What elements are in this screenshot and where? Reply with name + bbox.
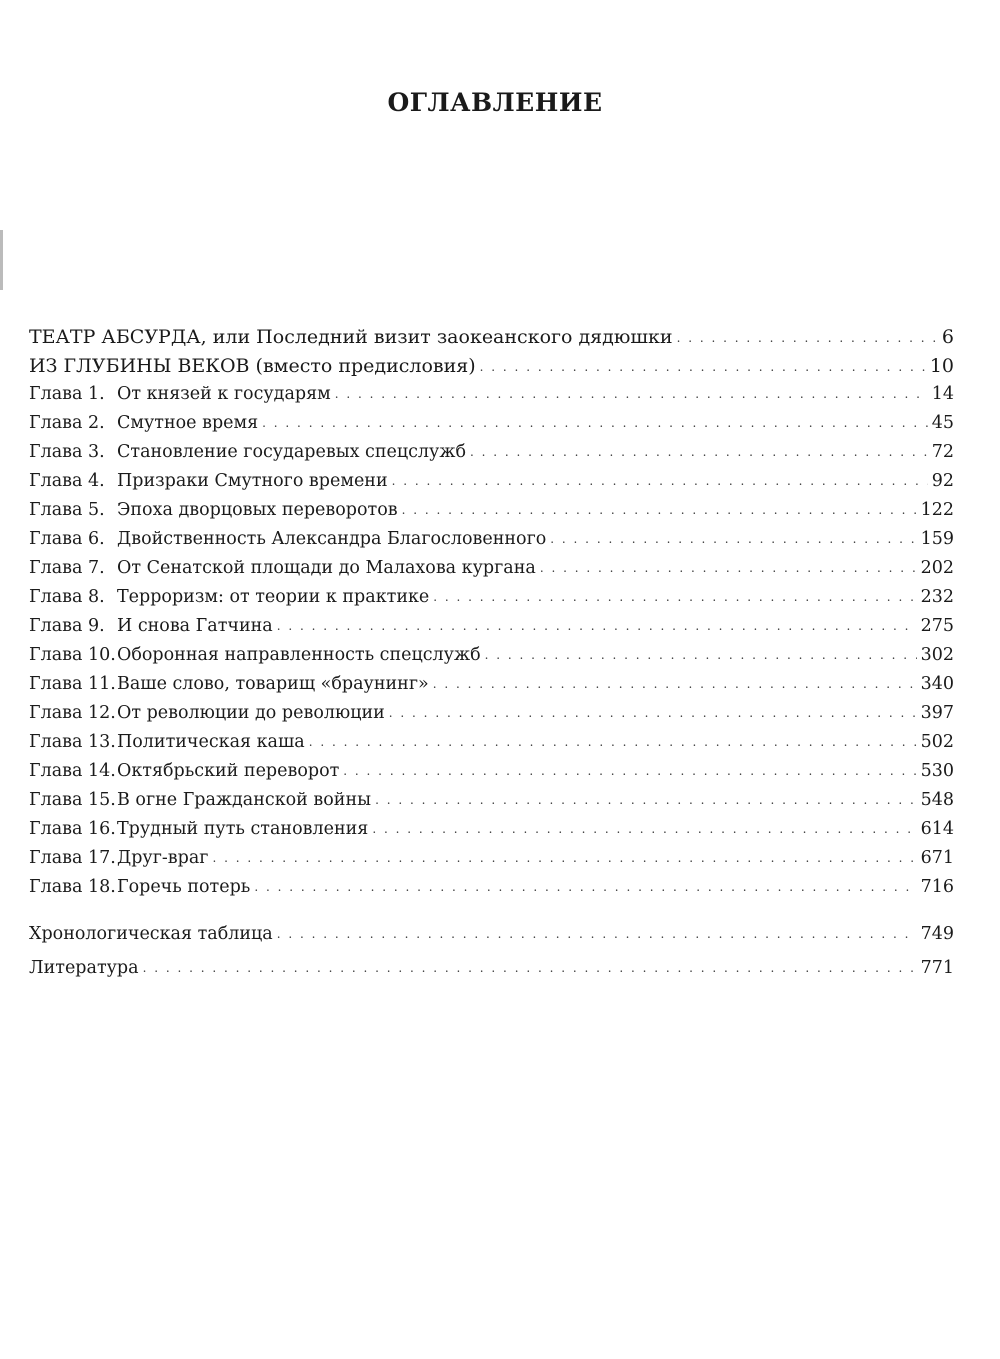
chapter-label: Глава 12. [29,703,116,723]
toc-entry-chapter-2[interactable] [29,413,954,442]
chapter-label: Глава 11. [29,674,116,694]
toc-page-number: 14 [931,384,954,404]
toc-page-number: 614 [920,819,954,839]
leader-dots [392,475,928,487]
toc-entry-chapter-11[interactable] [29,674,954,703]
toc-entry-title: Оборонная направленность спецслужб [117,645,481,665]
toc-entry-chapter-12[interactable] [29,703,954,732]
leader-dots [433,591,916,603]
chapter-label: Глава 5. [29,500,105,520]
toc-entry-chapter-3[interactable] [29,442,954,471]
toc-entry-title: Октябрьский переворот [117,761,340,781]
leader-dots [254,881,916,893]
leader-dots [309,736,917,748]
toc-page-number: 45 [931,413,954,433]
toc-entry-intro-2[interactable] [29,355,954,384]
leader-dots [540,562,917,574]
leader-dots [212,852,916,864]
page-title: ОГЛАВЛЕНИЕ [387,88,603,117]
leader-dots [277,620,917,632]
toc-page-number: 671 [920,848,954,868]
leader-dots [677,332,938,344]
page-edge-shadow [0,230,3,290]
toc-page-number: 397 [920,703,954,723]
chapter-label: Глава 6. [29,529,105,549]
toc-entry-chapter-9[interactable] [29,616,954,645]
toc-entry-chapter-13[interactable] [29,732,954,761]
leader-dots [389,707,917,719]
toc-entry-title: Хронологическая таблица [29,924,273,944]
toc-page-number: 202 [920,558,954,578]
toc-page-number: 72 [931,442,954,462]
toc-page-number: 275 [920,616,954,636]
chapter-label: Глава 13. [29,732,116,752]
chapter-label: Глава 3. [29,442,105,462]
toc-entry-chapter-16[interactable] [29,819,954,848]
chapter-label: Глава 1. [29,384,105,404]
chapter-label: Глава 7. [29,558,105,578]
toc-entry-title: От князей к государям [117,384,331,404]
toc-entry-title: Призраки Смутного времени [117,471,388,491]
toc-entry-intro-1[interactable] [29,326,954,355]
toc-page-number: 122 [920,500,954,520]
toc-page-number: 159 [920,529,954,549]
toc-entry-title: Двойственность Александра Благословенного [117,529,547,549]
toc-entry-title: Смутное время [117,413,259,433]
toc-page-number: 6 [941,326,954,348]
chapter-label: Глава 17. [29,848,116,868]
chapter-label: Глава 16. [29,819,116,839]
toc-page-number: 302 [920,645,954,665]
toc-page-number: 771 [920,958,954,978]
leader-dots [335,388,928,400]
toc-page-number: 10 [929,355,954,377]
toc-entry-title: От Сенатской площади до Малахова кургана [117,558,536,578]
leader-dots [262,417,928,429]
leader-dots [485,649,917,661]
leader-dots [143,962,917,974]
toc-entry-chapter-18[interactable] [29,877,954,906]
toc-entry-chronology[interactable] [29,924,954,953]
toc-page-number: 340 [920,674,954,694]
toc-entry-chapter-7[interactable] [29,558,954,587]
toc-entry-chapter-17[interactable] [29,848,954,877]
toc-entry-chapter-14[interactable] [29,761,954,790]
toc-page-number: 530 [920,761,954,781]
leader-dots [343,765,916,777]
leader-dots [470,446,928,458]
toc-entry-title: Ваше слово, товарищ «браунинг» [117,674,429,694]
leader-dots [372,823,916,835]
toc-entry-literature[interactable] [29,958,954,987]
chapter-label: Глава 2. [29,413,105,433]
chapter-label: Глава 9. [29,616,105,636]
chapter-label: Глава 10. [29,645,116,665]
toc-entry-title: Политическая каша [117,732,305,752]
toc-page-number: 749 [920,924,954,944]
leader-dots [480,361,926,373]
toc-entry-chapter-6[interactable] [29,529,954,558]
leader-dots [433,678,917,690]
toc-entry-title: От революции до революции [117,703,385,723]
toc-entry-title: Эпоха дворцовых переворотов [117,500,398,520]
toc-entry-chapter-8[interactable] [29,587,954,616]
toc-entry-chapter-1[interactable] [29,384,954,413]
toc-entry-chapter-10[interactable] [29,645,954,674]
toc-page-number: 232 [920,587,954,607]
toc-entry-title: Горечь потерь [117,877,251,897]
toc-entry-chapter-5[interactable] [29,500,954,529]
leader-dots [277,928,917,940]
chapter-label: Глава 4. [29,471,105,491]
toc-entry-title: ИЗ ГЛУБИНЫ ВЕКОВ (вместо предисловия) [29,355,476,377]
toc-page-number: 548 [920,790,954,810]
toc-entry-title: Литература [29,958,139,978]
toc-page-number: 502 [920,732,954,752]
toc-page-number: 716 [920,877,954,897]
toc-entry-title: Становление государевых спецслужб [117,442,466,462]
toc-entry-title: Терроризм: от теории к практике [117,587,430,607]
leader-dots [375,794,917,806]
toc-entry-title: Трудный путь становления [117,819,369,839]
leader-dots [402,504,917,516]
toc-entry-title: И снова Гатчина [117,616,273,636]
chapter-label: Глава 15. [29,790,116,810]
chapter-label: Глава 8. [29,587,105,607]
chapter-label: Глава 14. [29,761,116,781]
toc-page-number: 92 [931,471,954,491]
toc-entry-chapter-4[interactable] [29,471,954,500]
chapter-label: Глава 18. [29,877,116,897]
leader-dots [550,533,916,545]
toc-entry-title: Друг-враг [117,848,209,868]
toc-entry-chapter-15[interactable] [29,790,954,819]
toc-entry-title: ТЕАТР АБСУРДА, или Последний визит заокеанского дядюшки [29,326,673,348]
toc-entry-title: В огне Гражданской войны [117,790,372,810]
table-of-contents [29,326,954,987]
